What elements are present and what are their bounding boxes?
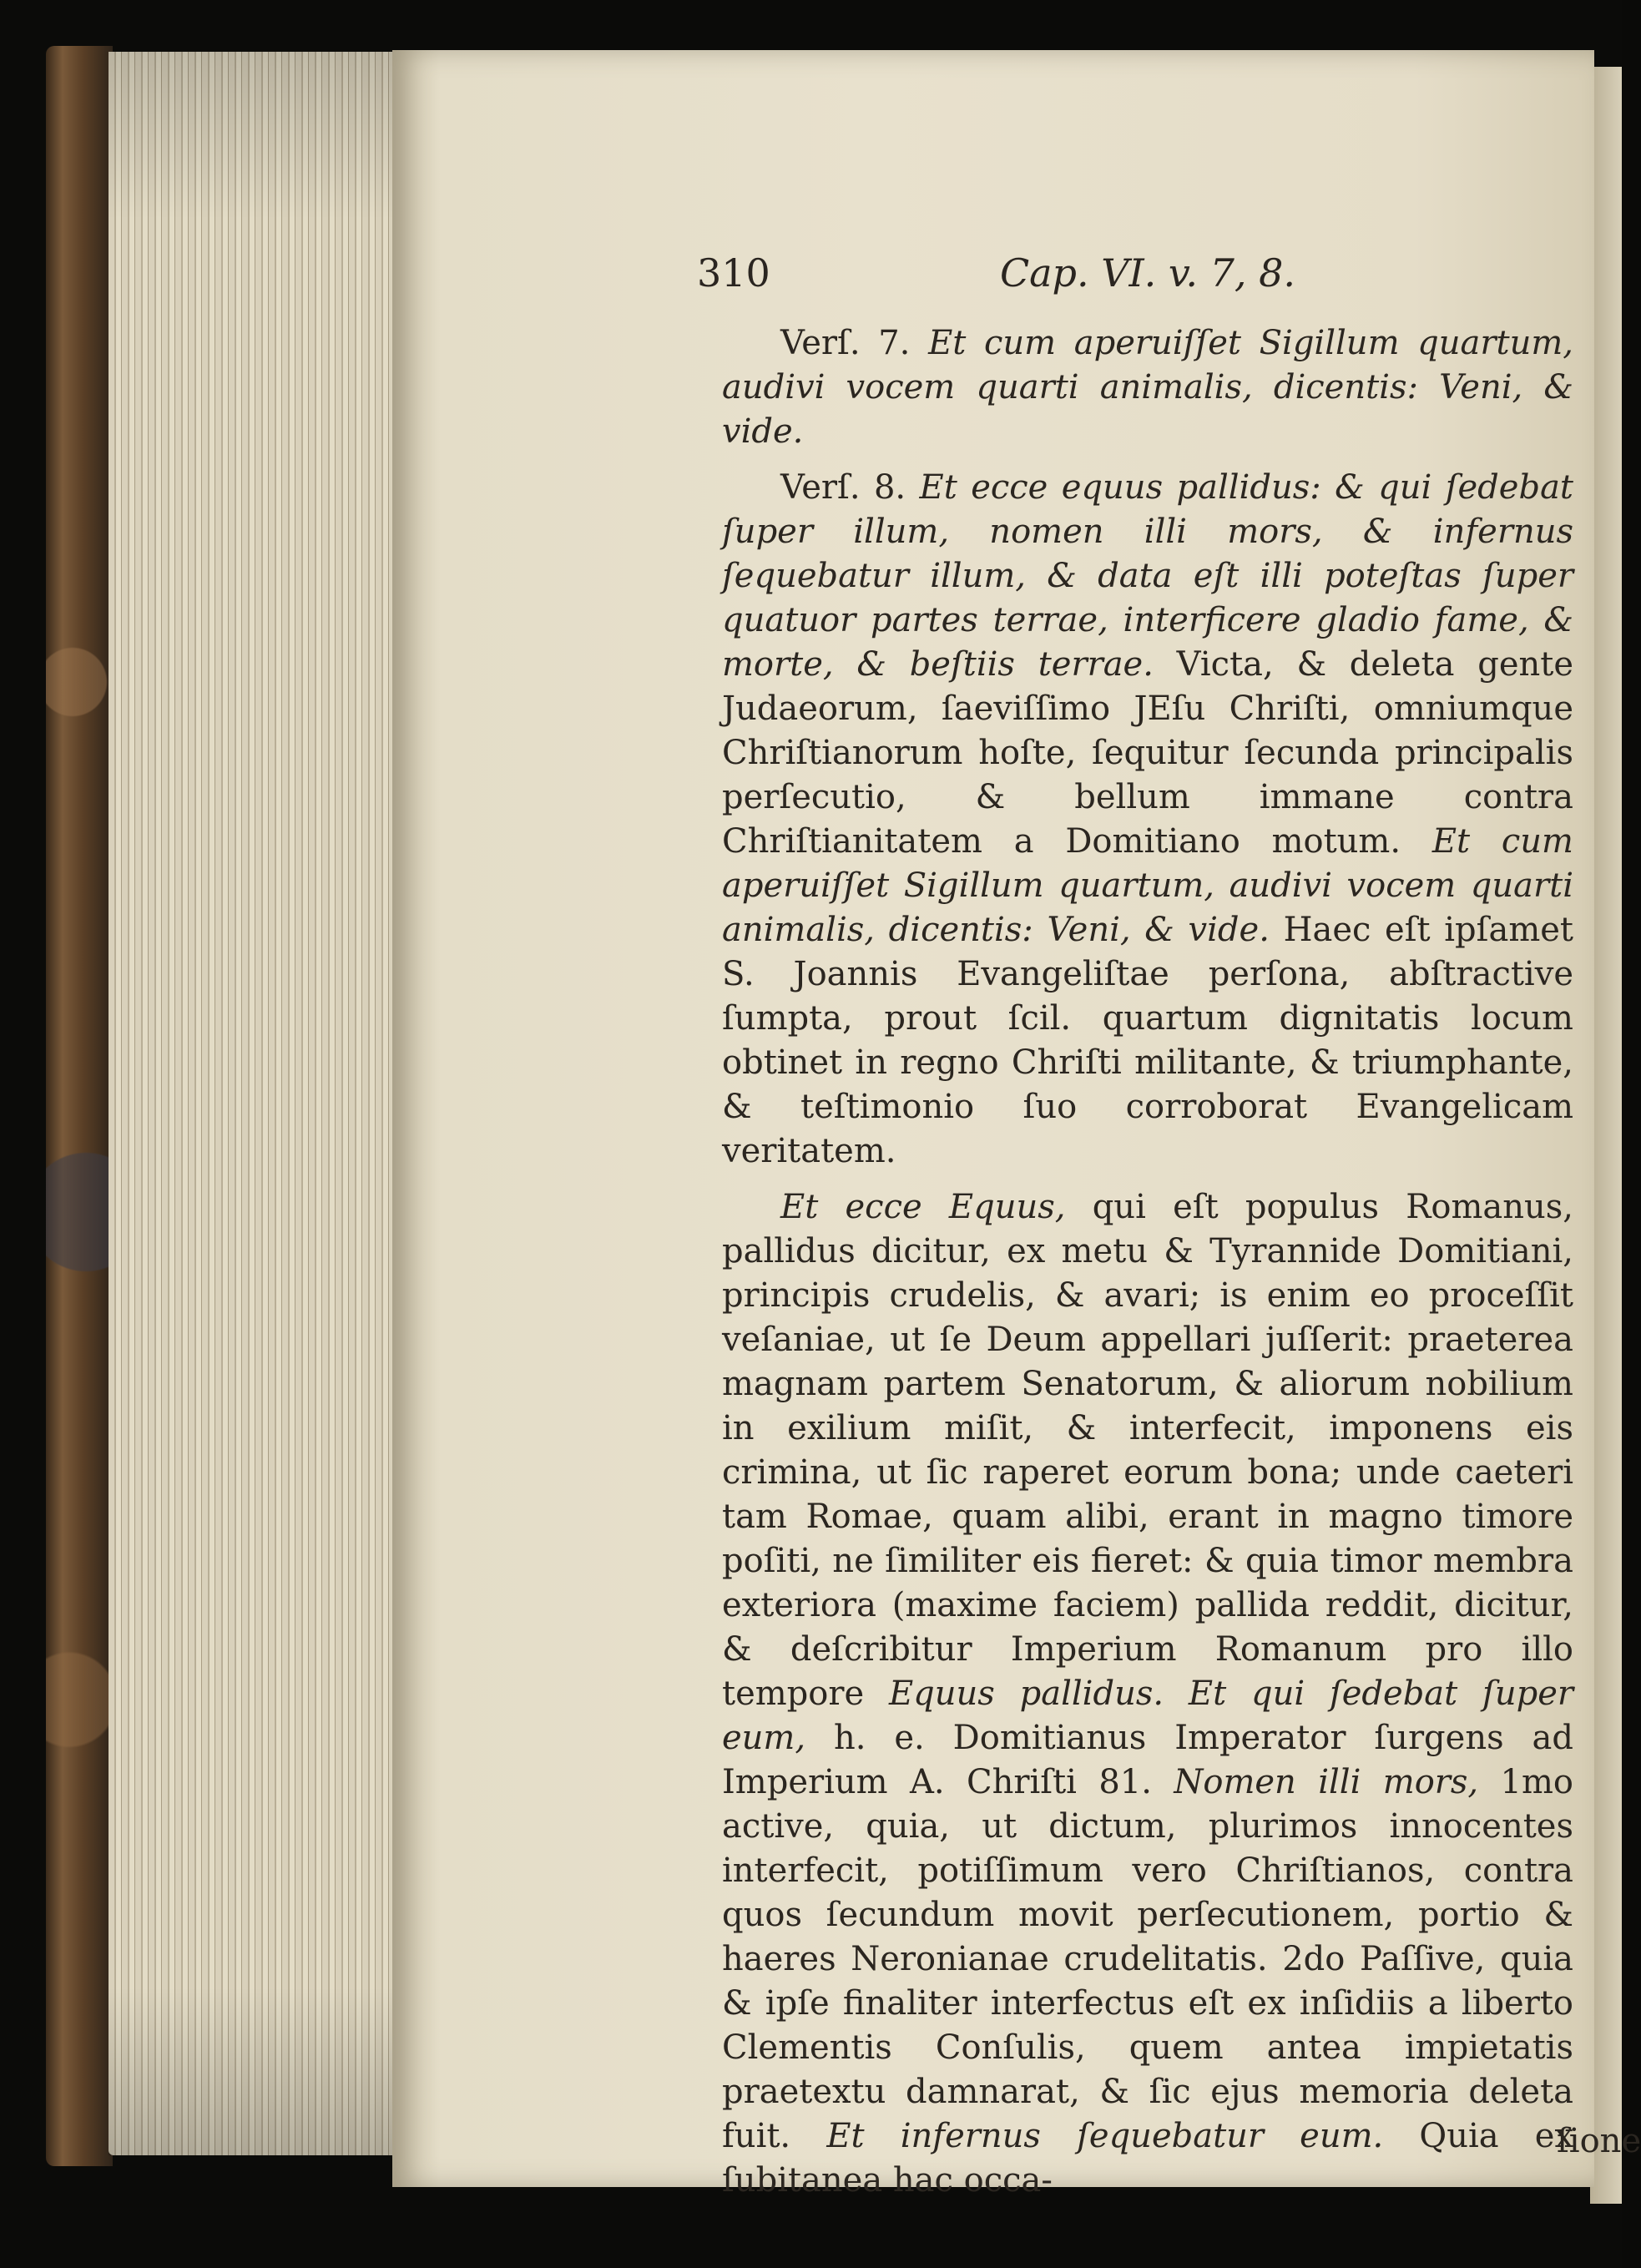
text-segment (1164, 1674, 1189, 1713)
text-segment-italic: Et ecce Equus, (780, 1188, 1066, 1226)
text-segment: Haec eſt ipſamet S. Joannis Evangeliſtae perſona, abſtractive ſumpta, prout ſcil. quartum dignitatis locum obtinet in regno Chriſti militante, & triumphante, & teſtimonio ſuo corroborat Evangelicam veritatem. (722, 911, 1573, 1170)
page-header (697, 250, 1598, 309)
book-page (392, 50, 1641, 2200)
text-segment: 1mo active, quia, ut dictum, plurimos innocentes interfecit, potiſſimum vero Chriſtianos, contra quos ſecundum movit perſecutionem, portio & haeres Neronianae crudelitatis. 2do Paſſive, quia & ipſe finaliter interfectus eſt ex inſidiis a liberto Clementis Conſulis, quem antea impietatis praetextu damnarat, & ſic ejus memoria deleta fuit. (722, 1763, 1573, 2155)
text-segment: qui eſt populus Romanus, pallidus dicitur, ex metu & Tyrannide Domitiani, principis crudelis, & avari; is enim eo proceſſit veſaniae, ut ſe Deum appellari juſſerit: praeterea magnam partem Senatorum, & aliorum nobilium in exilium miſit, & interfecit, imponens eis crimina, ut ſic raperet eorum bona; unde caeteri tam Romae, quam alibi, erant in magno timore poſiti, ne ſimiliter eis fieret: & quia timor membra exteriora (maxime faciem) pallida reddit, dicitur, & deſcribitur Imperium Romanum pro illo tempore (722, 1188, 1574, 1713)
text-segment-italic: Et qui ſedebat ſuper eum, (722, 1674, 1573, 1757)
text-segment: Verſ. 7. (780, 324, 929, 362)
text-segment: h. e. Domitianus Imperator ſurgens ad Imperium A. Chriſti 81. (722, 1719, 1573, 1801)
page-number: 310 (697, 250, 770, 295)
next-page-edge (1590, 67, 1622, 2204)
text-segment-italic: Et ecce equus pallidus: & qui ſedebat ſuper illum, nomen illi mors, & infernus ſequebatur illum, & data eſt illi poteſtas ſuper quatuor partes terrae, interficere gladio fame, & morte, & beſtiis terrae. (722, 468, 1573, 684)
paragraph-vers-8 (722, 466, 1573, 1174)
text-segment-italic: Et cum aperuiſſet Sigillum quartum, audivi vocem quarti animalis, dicentis: Veni, & vide. (722, 822, 1573, 949)
running-title: Cap. VI. v. 7, 8. (999, 250, 1296, 295)
text-segment: Victa, & deleta gente Judaeorum, ſaeviſſimo JEſu Chriſti, omniumque Chriſtianorum hoſte, ſequitur ſecunda principalis perſecutio, & bellum immane contra Chriſtianitatem a Domitiano motum. (722, 645, 1573, 861)
paragraph-commentary (722, 1185, 1573, 2203)
text-segment: Verſ. 8. (780, 468, 920, 507)
text-segment-italic: Et infernus ſequebatur eum. (826, 2117, 1384, 2155)
paragraph-vers-7 (722, 321, 1573, 454)
body-text (722, 321, 1573, 2215)
text-segment-italic: Equus pallidus. (888, 1674, 1164, 1713)
catchword: ſione (1557, 2122, 1641, 2160)
text-segment: Quia ex ſubitanea hac occa- (722, 2117, 1574, 2200)
text-segment-italic: Et cum aperuiſſet Sigillum quartum, audivi vocem quarti animalis, dicentis: Veni, & vide. (722, 324, 1573, 451)
text-segment-italic: Nomen illi mors, (1174, 1763, 1479, 1801)
stacked-page-edges (109, 52, 409, 2155)
book-cover-edge (46, 46, 113, 2166)
